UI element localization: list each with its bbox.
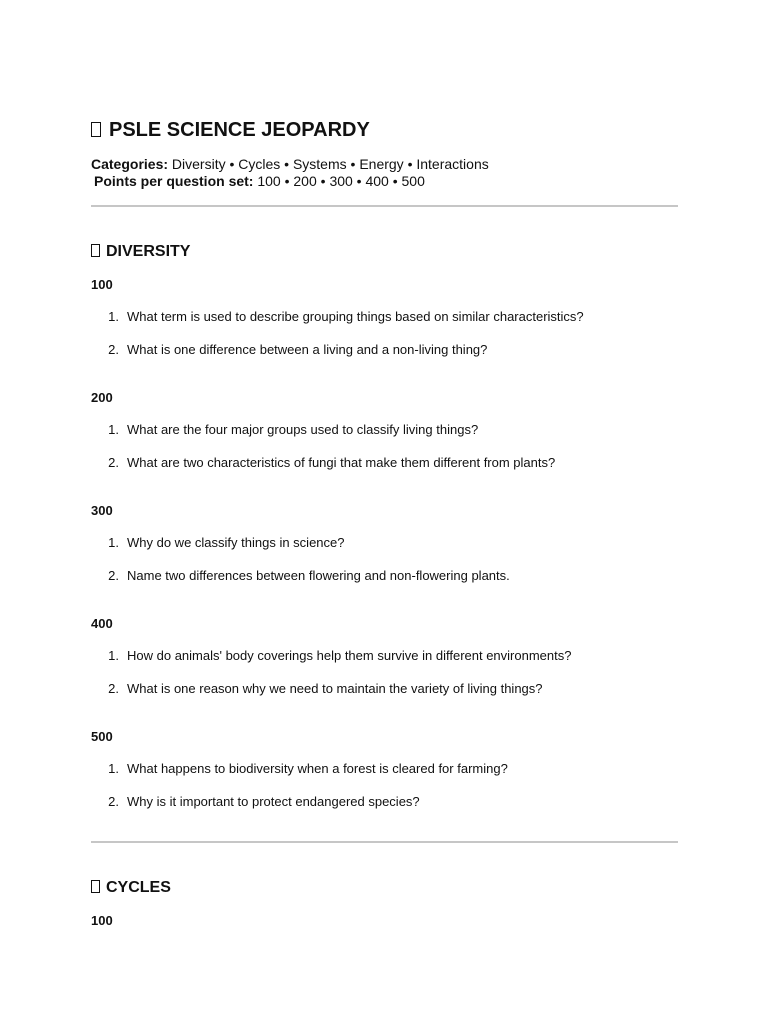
categories-value: Diversity • Cycles • Systems • Energy • Interactions — [171, 156, 489, 172]
categories-line — [91, 156, 489, 173]
title-text: PSLE SCIENCE JEOPARDY — [109, 119, 370, 141]
section-heading-cycles: CYCLES — [91, 878, 171, 897]
missing-glyph-icon — [91, 880, 100, 893]
missing-glyph-icon — [91, 122, 101, 137]
points-per-set-value: 100 • 200 • 300 • 400 • 500 — [257, 173, 425, 189]
document-title — [91, 118, 370, 142]
divider — [91, 841, 678, 843]
points-label: 400 — [91, 616, 113, 631]
section-heading-diversity: DIVERSITY — [91, 242, 190, 261]
question-item: 1. What happens to biodiversity when a forest is cleared for farming? — [108, 761, 508, 776]
points-label: 200 — [91, 390, 113, 405]
points-line — [94, 173, 425, 190]
points-per-set-label: Points per question set: — [94, 173, 254, 189]
points-label: 300 — [91, 503, 113, 518]
question-item: 1. What term is used to describe grouping things based on similar characteristics? — [108, 309, 584, 324]
divider — [91, 205, 678, 207]
question-item: 2. What is one difference between a living and a non-living thing? — [108, 342, 488, 357]
question-item: 2. Name two differences between flowering and non-flowering plants. — [108, 568, 510, 583]
question-item: 2. What are two characteristics of fungi that make them different from plants? — [108, 455, 556, 470]
points-label: 500 — [91, 729, 113, 744]
question-item: 1. How do animals' body coverings help them survive in different environments? — [108, 648, 572, 663]
categories-label: Categories: — [91, 156, 169, 172]
question-item: 1. What are the four major groups used to classify living things? — [108, 422, 479, 437]
question-item: 2. What is one reason why we need to maintain the variety of living things? — [108, 681, 543, 696]
question-item: 2. Why is it important to protect endangered species? — [108, 794, 420, 809]
points-label: 100 — [91, 277, 113, 292]
question-item: 1. Why do we classify things in science? — [108, 535, 345, 550]
points-label: 100 — [91, 913, 113, 928]
missing-glyph-icon — [91, 244, 100, 257]
